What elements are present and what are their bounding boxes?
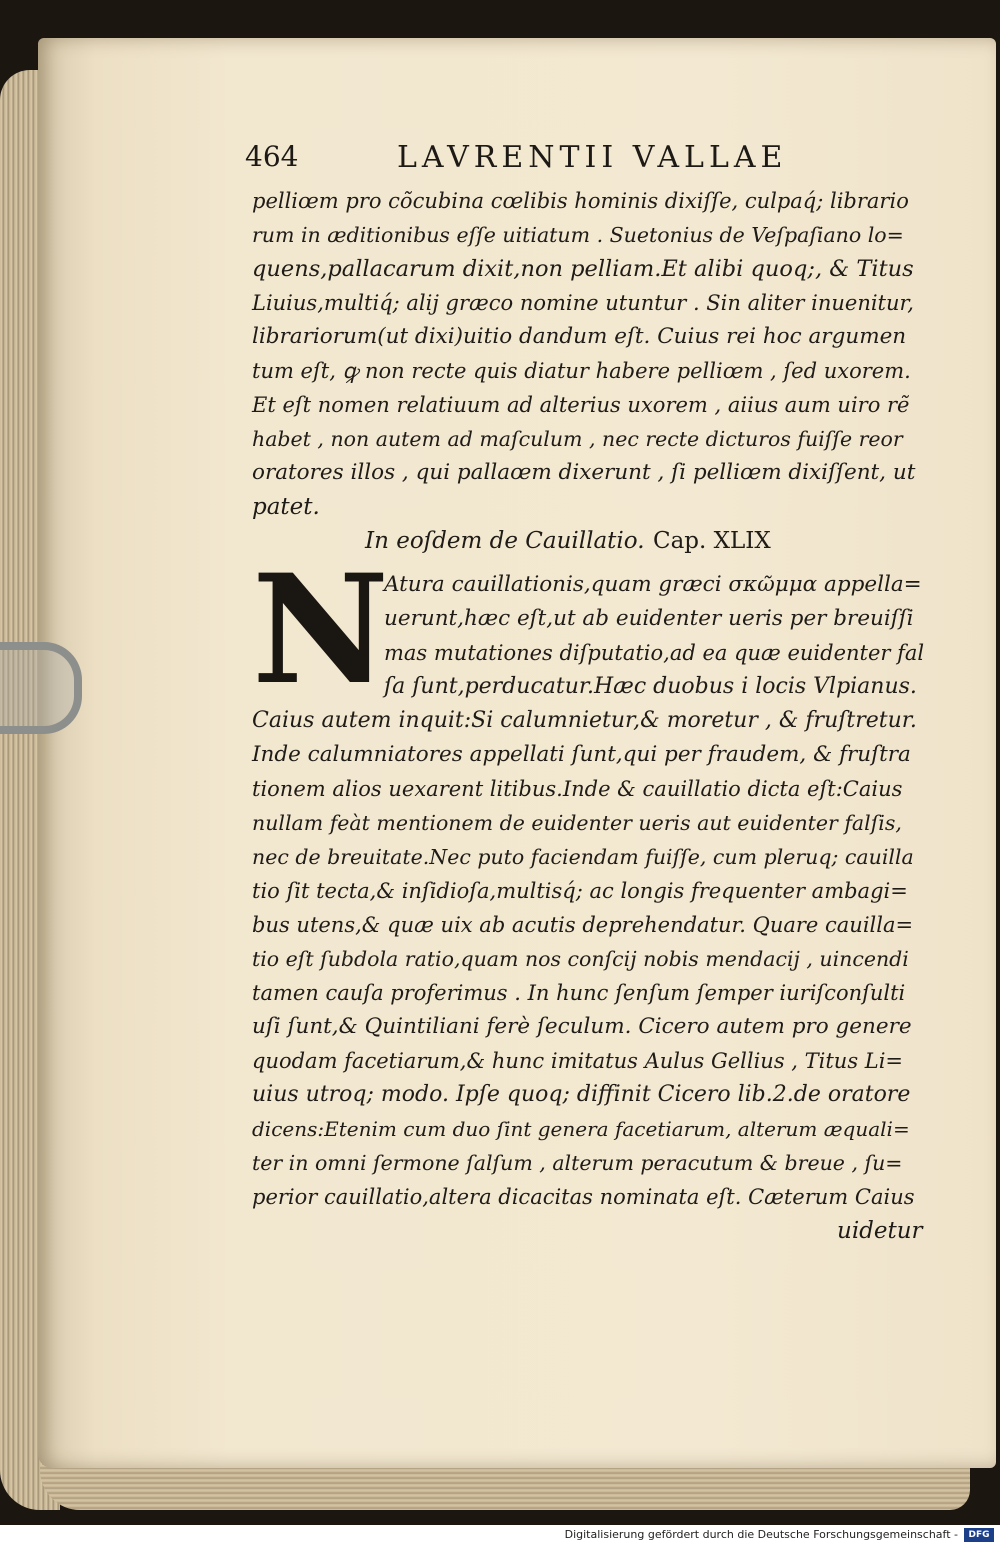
text-line: Atura cauillationis,quam græci σκῶμμα appella= (384, 572, 922, 597)
text-line: quodam facetiarum,& hunc imitatus Aulus Gellius , Titus Li= (252, 1049, 904, 1073)
text-line: uerunt,hæc eſt,ut ab euidenter ueris per breuiſſi (384, 606, 914, 631)
text-line: ſa ſunt,perducatur.Hæc duobus i locis Vlpianus. (384, 674, 917, 699)
page-clip (0, 642, 82, 734)
text-line: Et eſt nomen relatiuum ad alterius uxorem , aiius aum uiro rẽ (252, 393, 910, 417)
text-line: quens,pallacarum dixit,non pelliam.Et alibi quoq;, & Titus (252, 256, 914, 282)
dfg-logo: DFG (964, 1528, 994, 1542)
text-line: librariorum(ut dixi)uitio dandum eſt. Cuius rei hoc argumen (252, 324, 907, 349)
text-line: tum eſt, ꝙ non recte quis diatur habere pelliœm , ſed uxorem. (252, 359, 911, 383)
text-line: tamen cauſa proferimus . In hunc ſenſum ſemper iuriſconſulti (252, 981, 906, 1005)
page-header (245, 138, 915, 182)
text-line: habet , non autem ad maſculum , nec recte dicturos fuiſſe reor (252, 427, 903, 451)
text-line: perior cauillatio,altera dicacitas nominata eſt. Cæterum Caius (252, 1185, 915, 1209)
text-line: rum in æditionibus eſſe uitiatum . Suetonius de Veſpaſiano lo= (252, 223, 904, 247)
running-title: LAVRENTII VALLAE (397, 140, 788, 175)
chapter-heading (365, 528, 835, 562)
text-line: tio eſt ſubdola ratio,quam nos conſcij nobis mendacij , uincendi (252, 947, 909, 971)
text-line: ter in omni ſermone ſalſum , alterum peracutum & breue , ſu= (252, 1151, 903, 1175)
page-number: 464 (245, 140, 299, 173)
text-line: dicens:Etenim cum duo ſint genera facetiarum, alterum æquali= (252, 1117, 910, 1141)
text-line: bus utens,& quæ uix ab acutis deprehendatur. Quare cauilla= (252, 913, 914, 937)
text-line: Inde calumniatores appellati ſunt,qui per fraudem, & fruſtra (252, 742, 911, 767)
text-line: Liuius,multiq́; alij græco nomine utuntur . Sin aliter inuenitur, (252, 291, 914, 315)
chapter-title: In eoſdem de Cauillatio. (365, 528, 645, 554)
text-line: patet. (252, 494, 320, 520)
page-edges-bottom (40, 1465, 970, 1510)
drop-cap: N (252, 542, 390, 718)
catchword: uidetur (837, 1218, 923, 1244)
footer-bar (0, 1525, 1000, 1545)
text-line: uſi ſunt,& Quintiliani ferè ſeculum. Cicero autem pro genere (252, 1014, 912, 1039)
text-line: uius utroq; modo. Ipſe quoq; diffinit Cicero lib.2.de oratore (252, 1082, 911, 1107)
text-line: nullam feàt mentionem de euidenter ueris aut euidenter falſis, (252, 811, 902, 835)
text-line: nec de breuitate.Nec puto faciendam fuiſſe, cum pleruq; cauilla (252, 845, 914, 869)
text-line: tionem alios uexarent litibus.Inde & cauillatio dicta eſt:Caius (252, 777, 903, 801)
chapter-number: Cap. XLIX (653, 528, 771, 554)
text-line: oratores illos , qui pallaœm dixerunt , ſi pelliœm dixiſſent, ut (252, 460, 916, 485)
text-line: tio ſit tecta,& inſidioſa,multisq́; ac longis frequenter ambagi= (252, 879, 908, 903)
text-line: Caius autem inquit:Si calumnietur,& moretur , & fruſtretur. (252, 708, 917, 733)
text-line: mas mutationes diſputatio,ad ea quæ euidenter fal (384, 641, 925, 665)
text-line: pelliœm pro cõcubina cœlibis hominis dixiſſe, culpaq́; librario (252, 189, 909, 213)
footer-credit: Digitalisierung gefördert durch die Deutsche Forschungsgemeinschaft - (564, 1528, 958, 1541)
